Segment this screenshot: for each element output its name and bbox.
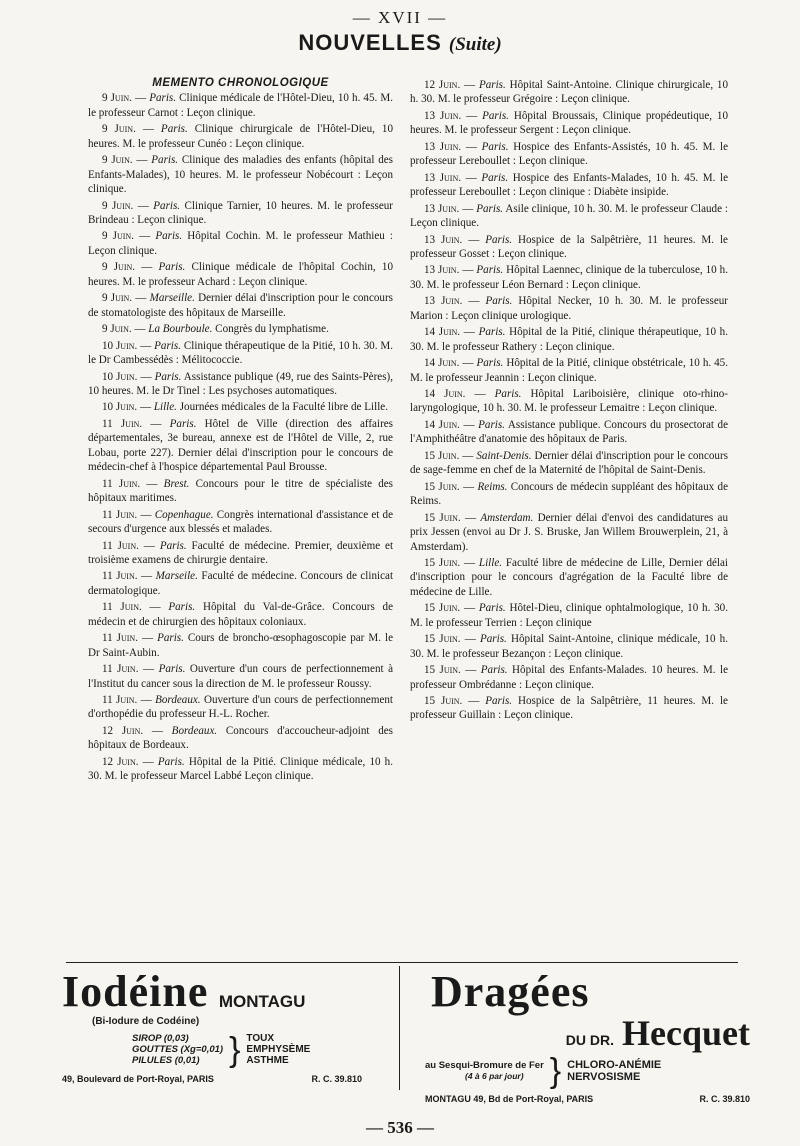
calendar-entry: 9 Juin. — La Bourboule. Congrès du lymphatisme. <box>102 323 329 336</box>
entry-place: Paris. <box>476 202 504 215</box>
entry-text: Faculté de médecine. Concours de clinicat dermatologique. <box>88 570 394 597</box>
entry-place: Paris. <box>151 154 179 167</box>
ads-vertical-divider <box>399 966 400 1090</box>
entry-place: Paris. <box>478 79 506 91</box>
dragees-address: MONTAGU 49, Bd de Port-Royal, PARIS <box>425 1094 594 1104</box>
entry-place: Brest. <box>163 477 190 490</box>
entry-date: 10 Juin. <box>102 339 138 352</box>
left-entries <box>88 91 393 783</box>
entry-place: Paris. <box>478 602 506 615</box>
calendar-entry: 13 Juin. — Paris. Hospice des Enfants-Assistés, 10 h. 45. M. le professeur Lereboullet : Leçon clinique. <box>410 140 728 168</box>
entry-text: Concours de médecin suppléant des hôpitaux de Reims. <box>410 480 728 508</box>
calendar-entry: 11 Juin. — Marseile. Faculté de médecine. Concours de clinicat dermatologique. <box>88 570 394 597</box>
calendar-entry: 15 Juin. — Paris. Hôpital des Enfants-Malades. 10 heures. M. le professeur Ombrédanne : Leçon clinique. <box>410 664 728 691</box>
iodeine-forms <box>132 1030 362 1069</box>
entry-text: Dernier délai d'inscription pour le concours de sage-femme en chef de la Maternité de l'hôpital de Saint-Denis. <box>410 449 728 477</box>
page-number: — 536 — <box>366 1118 434 1137</box>
calendar-entry: 11 Juin. — Copenhague. Congrès international d'assistance et de secours d'urgence aux blessés et malades. <box>88 508 393 535</box>
page-title <box>0 30 800 56</box>
entry-date: 15 Juin. <box>424 557 461 569</box>
calendar-entry: 11 Juin. — Paris. Hôpital du Val-de-Grâce. Concours de médecin et de chirurgien des hôpitaux coloniaux. <box>88 601 394 628</box>
dragees-name: Hecquet <box>622 1013 750 1053</box>
entry-place: Paris. <box>481 171 509 184</box>
entry-place: Paris. <box>476 357 504 370</box>
ad-iodeine <box>62 967 362 1092</box>
entry-place: Bordeaux. <box>155 694 201 707</box>
calendar-entry: 15 Juin. — Reims. Concours de médecin suppléant des hôpitaux de Reims. <box>410 480 728 508</box>
entry-place: Paris. <box>479 633 507 646</box>
entry-text: Hôpital des Enfants-Malades. 10 heures. M. le professeur Ombrédanne : Leçon clinique. <box>410 664 728 691</box>
entry-text: Hôtel de Ville (direction des affaires départementales, 3e bureau, annexe est de l'Hôtel de Ville, 2, rue Lobau, porte 227). Dernier délai d'inscription pour le concours de médecin-chef à l'hospice départemental Paul Brousse. <box>88 417 394 474</box>
entry-text: Asile clinique, 10 h. 30. M. le professeur Claude : Leçon clinique. <box>410 202 729 230</box>
iodeine-indication: EMPHYSÈME <box>246 1044 311 1055</box>
title-main: NOUVELLES <box>298 30 442 55</box>
entry-date: 9 Juin. <box>102 199 134 212</box>
calendar-entry: 9 Juin. — Paris. Clinique chirurgicale de l'Hôtel-Dieu, 10 heures. M. le professeur Cunéo : Leçon clinique. <box>88 123 394 150</box>
entry-date: 14 Juin. <box>424 326 461 339</box>
iodeine-composition: (Bi-Iodure de Codéine) <box>92 1016 200 1027</box>
entry-place: Paris. <box>154 339 181 352</box>
iodeine-address: 49, Boulevard de Port-Royal, PARIS <box>62 1074 214 1084</box>
calendar-entry: 13 Juin. — Paris. Hôpital Necker, 10 h. 30. M. le professeur Marion : Leçon clinique urologique. <box>410 295 728 322</box>
calendar-entry: 15 Juin. — Amsterdam. Dernier délai d'envoi des candidatures au prix Jessen (envoi au Dr J. S. Bruske, Jan Willem Brouwerplein, 21, à Amsterdam). <box>410 511 728 553</box>
entry-date: 15 Juin. <box>424 449 460 462</box>
entry-date: 13 Juin. <box>424 202 460 215</box>
calendar-entry: 9 Juin. — Paris. Clinique médicale de l'Hôtel-Dieu, 10 h. 45. M. le professeur Carnot : Leçon clinique. <box>88 92 394 119</box>
calendar-entry: 11 Juin. — Brest. Concours pour le titre de spécialiste des hôpitaux maritimes. <box>88 477 394 505</box>
entry-date: 12 Juin. <box>102 724 144 737</box>
entry-place: Paris. <box>481 140 509 153</box>
entry-place: Paris. <box>476 264 504 277</box>
calendar-entry: 13 Juin. — Paris. Hospice de la Salpêtrière, 11 heures. M. le professeur Gosset : Leçon clinique. <box>410 233 728 260</box>
entry-date: 9 Juin. <box>102 154 133 167</box>
entry-place: Paris. <box>478 418 505 431</box>
entry-place: Paris. <box>160 123 188 136</box>
entry-place: Bordeaux. <box>171 724 218 737</box>
calendar-entry: 13 Juin. — Paris. Hôpital Laennec, clinique de la tuberculose, 10 h. 30. M. le professeur Léon Bernard : Leçon clinique. <box>410 264 728 291</box>
iodeine-indication: ASTHME <box>246 1055 289 1066</box>
calendar-entry: 13 Juin. — Paris. Hôpital Broussais, Clinique propédeutique, 10 heures. M. le professeur Sergent : Leçon clinique. <box>410 109 729 137</box>
entry-text: Hôpital de la Pitié. Clinique médicale, 10 h. 30. M. le professeur Marcel Labbé Leçon clinique. <box>88 755 393 783</box>
entry-text: Clinique thérapeutique de la Pitié, 10 h. 30. M. le Dr Cambessédès : Mélitococcie. <box>88 339 394 367</box>
entry-place: Paris. <box>158 261 186 274</box>
entry-text: Ouverture d'un cours de perfectionnement d'orthopédie du professeur H.-L. Rocher. <box>88 694 394 721</box>
entry-text: Hôtel-Dieu, clinique ophtalmologique, 10 h. 30. M. le professeur Terrien : Leçon clinique <box>410 602 728 629</box>
calendar-entry: 11 Juin. — Paris. Faculté de médecine. Premier, deuxième et troisième examens de chirurgie dentaire. <box>88 539 394 566</box>
brace-icon: } <box>549 1052 562 1090</box>
iodeine-indication: TOUX <box>246 1033 275 1044</box>
calendar-entry: 10 Juin. — Paris. Assistance publique (49, rue des Saints-Pères), 10 heures. M. le Dr Tinel : Les psychoses automatiques. <box>88 370 393 397</box>
entry-place: Marseile. <box>155 570 198 583</box>
entry-date: 11 Juin. <box>102 477 141 490</box>
calendar-entry: 14 Juin. — Paris. Hôpital Lariboisière, clinique oto-rhino-laryngologique, 10 h. 30. M. le professeur Lemaitre : Leçon clinique. <box>410 388 729 415</box>
calendar-entry: 11 Juin. — Paris. Hôtel de Ville (direction des affaires départementales, 3e bureau, annexe est de l'Hôtel de Ville, 2, rue Lobau, porte 227). Dernier délai d'inscription pour le concours de médecin-chef à l'hospice départemental Paul Brousse. <box>88 417 394 474</box>
entry-place: Paris. <box>478 326 506 339</box>
dragees-details <box>425 1052 750 1090</box>
calendar-entry: 15 Juin. — Saint-Denis. Dernier délai d'inscription pour le concours de sage-femme en chef de la Maternité de l'hôpital de Saint-Denis. <box>410 449 728 477</box>
entry-date: 15 Juin. <box>424 480 460 493</box>
entry-text: Concours d'accoucheur-adjoint des hôpitaux de Bordeaux. <box>88 724 393 752</box>
entry-date: 9 Juin. <box>102 261 136 274</box>
calendar-entry: 15 Juin. — Paris. Hôtel-Dieu, clinique ophtalmologique, 10 h. 30. M. le professeur Terrien : Leçon clinique <box>410 602 728 629</box>
calendar-entry: 11 Juin. — Bordeaux. Ouverture d'un cours de perfectionnement d'orthopédie du professeur H.-L. Rocher. <box>88 694 394 721</box>
entry-text: Hôpital Lariboisière, clinique oto-rhino-laryngologique, 10 h. 30. M. le professeur Lemaitre : Leçon clinique. <box>410 388 729 415</box>
dragees-indication: NERVOSISME <box>567 1071 641 1083</box>
entry-text: Hôpital Necker, 10 h. 30. M. le professeur Marion : Leçon clinique urologique. <box>410 295 728 322</box>
memento-heading: MEMENTO CHRONOLOGIQUE <box>152 77 329 89</box>
iodeine-maker: MONTAGU <box>218 991 306 1011</box>
entry-date: 11 Juin. <box>102 632 138 645</box>
dragees-compound: au Sesqui-Bromure de Fer <box>425 1060 544 1071</box>
entry-place: Paris. <box>485 295 513 308</box>
entry-date: 15 Juin. <box>424 664 461 677</box>
calendar-entry: 12 Juin. — Paris. Hôpital Saint-Antoine. Clinique chirurgicale, 10 h. 30. M. le professeur Grégoire : Leçon clinique. <box>410 79 729 106</box>
dragees-brand: Dragées <box>431 967 590 1016</box>
right-column <box>410 78 728 725</box>
entry-place: Paris. <box>485 695 513 708</box>
calendar-entry: 14 Juin. — Paris. Hôpital de la Pitié, clinique obstétricale, 10 h. 45. M. le professeur Jeannin : Leçon clinique. <box>410 357 729 384</box>
calendar-entry: 9 Juin. — Paris. Clinique médicale de l'hôpital Cochin, 10 heures. M. le professeur Achard : Leçon clinique. <box>88 261 393 288</box>
entry-text: Ouverture d'un cours de perfectionnement à l'Institut du cancer sous la direction de M. le professeur Roussy. <box>88 663 393 690</box>
entry-place: Marseille. <box>149 292 195 305</box>
entry-place: Paris. <box>158 663 186 676</box>
entry-text: Hôpital de la Pitié, clinique obstétricale, 10 h. 45. M. le professeur Jeannin : Leçon clinique. <box>410 357 729 384</box>
entry-text: Clinique des maladies des enfants (hôpital des Enfants-Malades), 10 heures. M. le professeur Nobécourt : Leçon clinique. <box>88 154 393 196</box>
entry-text: Congrès du lymphatisme. <box>215 323 329 336</box>
entry-date: 13 Juin. <box>424 264 460 277</box>
iodeine-rc: R. C. 39.810 <box>311 1074 362 1084</box>
entry-text: Cours de broncho-œsophagoscopie par M. le Dr Saint-Aubin. <box>88 632 394 659</box>
calendar-entry: 12 Juin. — Bordeaux. Concours d'accoucheur-adjoint des hôpitaux de Bordeaux. <box>88 724 393 752</box>
entry-place: Paris. <box>154 370 182 383</box>
entry-text: Concours pour le titre de spécialiste des hôpitaux maritimes. <box>88 477 394 505</box>
entry-place: Paris. <box>157 632 184 645</box>
calendar-entry: 10 Juin. — Paris. Clinique thérapeutique de la Pitié, 10 h. 30. M. le Dr Cambessédès : Mélitococcie. <box>88 339 394 367</box>
entry-place: Paris. <box>149 92 177 105</box>
entry-place: Lille. <box>478 557 503 569</box>
entry-date: 15 Juin. <box>424 511 461 524</box>
entry-place: Lille. <box>153 401 177 414</box>
calendar-entry: 11 Juin. — Paris. Ouverture d'un cours de perfectionnement à l'Institut du cancer sous la direction de M. le professeur Roussy. <box>88 663 393 690</box>
roman-page-number: — XVII — <box>352 8 448 27</box>
entry-date: 13 Juin. <box>424 140 462 153</box>
entry-text: Journées médicales de la Faculté libre de Lille. <box>179 401 388 414</box>
entry-text: Clinique chirurgicale de l'Hôtel-Dieu, 10 heures. M. le professeur Cunéo : Leçon clinique. <box>88 123 394 150</box>
entry-text: Hôpital Cochin. M. le professeur Mathieu : Leçon clinique. <box>88 230 394 257</box>
calendar-entry: 13 Juin. — Paris. Hospice des Enfants-Malades, 10 h. 45. M. le professeur Lereboullet : Leçon clinique : Diabète insipide. <box>410 171 728 199</box>
entry-text: Dernier délai d'inscription pour le concours de stomatologiste des hôpitaux de Marseille. <box>88 292 393 319</box>
entry-place: Paris. <box>157 755 185 768</box>
entry-date: 9 Juin. <box>102 323 132 336</box>
entry-place: Paris. <box>169 417 197 430</box>
left-column <box>88 76 393 786</box>
entry-date: 12 Juin. <box>102 755 139 768</box>
entry-date: 13 Juin. <box>424 109 462 122</box>
dragees-du-dr: DU DR. <box>565 1032 615 1048</box>
entry-text: Assistance publique. Concours du prosectorat de l'Amphithéâtre d'anatomie des hôpitaux de Paris. <box>410 418 728 446</box>
entry-place: Paris. <box>153 199 181 212</box>
entry-text: Assistance publique (49, rue des Saints-Pères), 10 heures. M. le Dr Tinel : Les psychoses automatiques. <box>88 370 393 397</box>
entry-place: Paris. <box>494 388 522 401</box>
iodeine-brand: Iodéine <box>62 967 209 1016</box>
entry-text: Hospice des Enfants-Assistés, 10 h. 45. M. le professeur Lereboullet : Leçon clinique. <box>410 140 728 168</box>
entry-date: 11 Juin. <box>102 508 138 521</box>
calendar-entry: 14 Juin. — Paris. Assistance publique. Concours du prosectorat de l'Amphithéâtre d'anatomie des hôpitaux de Paris. <box>410 418 728 446</box>
entry-date: 11 Juin. <box>102 417 143 430</box>
entry-text: Hospice de la Salpêtrière, 11 heures. M. le professeur Gosset : Leçon clinique. <box>410 233 728 260</box>
dragees-dose: (4 à 6 par jour) <box>465 1071 524 1081</box>
entry-date: 9 Juin. <box>102 292 133 305</box>
entry-date: 13 Juin. <box>424 295 463 308</box>
entry-text: Clinique Tarnier, 10 heures. M. le professeur Brindeau : Leçon clinique. <box>88 199 393 226</box>
entry-text: Faculté de médecine. Premier, deuxième et troisième examens de chirurgie dentaire. <box>88 539 394 566</box>
entry-date: 13 Juin. <box>424 171 462 184</box>
entry-date: 13 Juin. <box>424 233 463 246</box>
entry-text: Dernier délai d'envoi des candidatures au prix Jessen (envoi au Dr J. S. Bruske, Jan Willem Brouwerplein, 21, à Amsterdam). <box>410 511 728 553</box>
entry-text: Clinique médicale de l'hôpital Cochin, 10 heures. M. le professeur Achard : Leçon clinique. <box>88 261 393 288</box>
entry-text: Hôpital Saint-Antoine, clinique médicale, 10 h. 30. M. le professeur Bezançon : Leçon clinique. <box>410 633 728 660</box>
entry-text: Clinique médicale de l'Hôtel-Dieu, 10 h. 45. M. le professeur Carnot : Leçon clinique. <box>88 92 394 119</box>
dragees-indication: CHLORO-ANÉMIE <box>567 1059 662 1071</box>
iodeine-form: SIROP (0,03) <box>132 1033 189 1044</box>
calendar-entry: 15 Juin. — Paris. Hospice de la Salpêtrière, 11 heures. M. le professeur Guillain : Leçon clinique. <box>410 695 728 722</box>
entry-text: Hospice des Enfants-Malades, 10 h. 45. M. le professeur Lereboullet : Leçon clinique : Diabète insipide. <box>410 171 728 199</box>
calendar-entry: 10 Juin. — Lille. Journées médicales de la Faculté libre de Lille. <box>102 401 388 414</box>
calendar-entry: 12 Juin. — Paris. Hôpital de la Pitié. Clinique médicale, 10 h. 30. M. le professeur Marcel Labbé Leçon clinique. <box>88 755 393 783</box>
entry-date: 10 Juin. <box>102 370 138 383</box>
calendar-entry: 15 Juin. — Lille. Faculté libre de médecine de Lille, Dernier délai d'inscription pour le concours d'agrégation de la Faculté libre de médecine de Lille. <box>410 557 729 598</box>
calendar-entry: 15 Juin. — Paris. Hôpital Saint-Antoine, clinique médicale, 10 h. 30. M. le professeur Bezançon : Leçon clinique. <box>410 633 728 660</box>
entry-text: Hospice de la Salpêtrière, 11 heures. M. le professeur Guillain : Leçon clinique. <box>410 695 728 722</box>
entry-date: 14 Juin. <box>424 357 460 370</box>
entry-place: Copenhague. <box>154 508 214 521</box>
entry-date: 15 Juin. <box>424 695 463 708</box>
entry-place: Saint-Denis. <box>476 449 532 462</box>
entry-text: Hôpital du Val-de-Grâce. Concours de médecin et de chirurgien des hôpitaux coloniaux. <box>88 601 394 628</box>
calendar-entry: 14 Juin. — Paris. Hôpital de la Pitié, clinique thérapeutique, 10 h. 30. M. le professeur Rathery : Leçon clinique. <box>410 326 729 353</box>
calendar-entry: 13 Juin. — Paris. Asile clinique, 10 h. 30. M. le professeur Claude : Leçon clinique. <box>410 202 729 230</box>
ads-separator <box>66 962 738 963</box>
entry-date: 14 Juin. <box>424 418 460 431</box>
calendar-entry: 9 Juin. — Paris. Clinique des maladies des enfants (hôpital des Enfants-Malades), 10 heures. M. le professeur Nobécourt : Leçon clinique. <box>88 154 393 196</box>
entry-date: 9 Juin. <box>102 230 134 243</box>
iodeine-form: GOUTTES (Xg=0,01) <box>132 1044 224 1055</box>
iodeine-form: PILULES (0,01) <box>132 1055 200 1066</box>
entry-text: Hôpital Broussais, Clinique propédeutique, 10 heures. M. le professeur Sergent : Leçon clinique. <box>410 109 729 137</box>
entry-place: Paris. <box>159 539 187 552</box>
entry-text: Congrès international d'assistance et de secours d'urgence aux blessés et malades. <box>88 508 393 535</box>
calendar-entry: 9 Juin. — Paris. Clinique Tarnier, 10 heures. M. le professeur Brindeau : Leçon clinique. <box>88 199 393 226</box>
calendar-entry: 11 Juin. — Paris. Cours de broncho-œsophagoscopie par M. le Dr Saint-Aubin. <box>88 632 394 659</box>
brace-icon: } <box>229 1030 241 1069</box>
entry-text: Hôpital Saint-Antoine. Clinique chirurgicale, 10 h. 30. M. le professeur Grégoire : Leçon clinique. <box>410 79 729 106</box>
entry-date: 11 Juin. <box>102 539 139 552</box>
entry-text: Faculté libre de médecine de Lille, Dernier délai d'inscription pour le concours d'agrégation de la Faculté libre de médecine de Lille. <box>410 557 729 598</box>
entry-date: 11 Juin. <box>102 663 139 676</box>
entry-place: Paris. <box>485 233 513 246</box>
entry-date: 15 Juin. <box>424 602 461 615</box>
entry-date: 14 Juin. <box>424 388 466 401</box>
entry-place: La Bourboule. <box>148 323 213 336</box>
dragees-rc: R. C. 39.810 <box>699 1094 750 1104</box>
entry-date: 9 Juin. <box>102 92 132 105</box>
entry-date: 11 Juin. <box>102 570 138 583</box>
entry-date: 9 Juin. <box>102 123 136 136</box>
entry-place: Paris. <box>155 230 183 243</box>
calendar-entry: 9 Juin. — Paris. Hôpital Cochin. M. le professeur Mathieu : Leçon clinique. <box>88 230 394 257</box>
entry-text: Hôpital Laennec, clinique de la tuberculose, 10 h. 30. M. le professeur Léon Bernard : Leçon clinique. <box>410 264 728 291</box>
entry-date: 10 Juin. <box>102 401 138 414</box>
right-entries <box>410 78 728 723</box>
entry-date: 12 Juin. <box>424 79 461 91</box>
entry-date: 11 Juin. <box>102 694 138 707</box>
entry-place: Reims. <box>477 480 508 493</box>
entry-date: 11 Juin. <box>102 601 142 614</box>
entry-date: 15 Juin. <box>424 633 461 646</box>
entry-place: Paris. <box>168 601 196 614</box>
entry-place: Paris. <box>480 664 508 677</box>
entry-place: Paris. <box>482 109 509 122</box>
ad-dragees-hecquet <box>425 967 750 1104</box>
calendar-entry: 9 Juin. — Marseille. Dernier délai d'inscription pour le concours de stomatologiste des hôpitaux de Marseille. <box>88 292 393 319</box>
title-suite: (Suite) <box>448 34 502 55</box>
entry-place: Amsterdam. <box>480 511 534 524</box>
entry-text: Hôpital de la Pitié, clinique thérapeutique, 10 h. 30. M. le professeur Rathery : Leçon clinique. <box>410 326 729 353</box>
page-header <box>0 8 800 56</box>
